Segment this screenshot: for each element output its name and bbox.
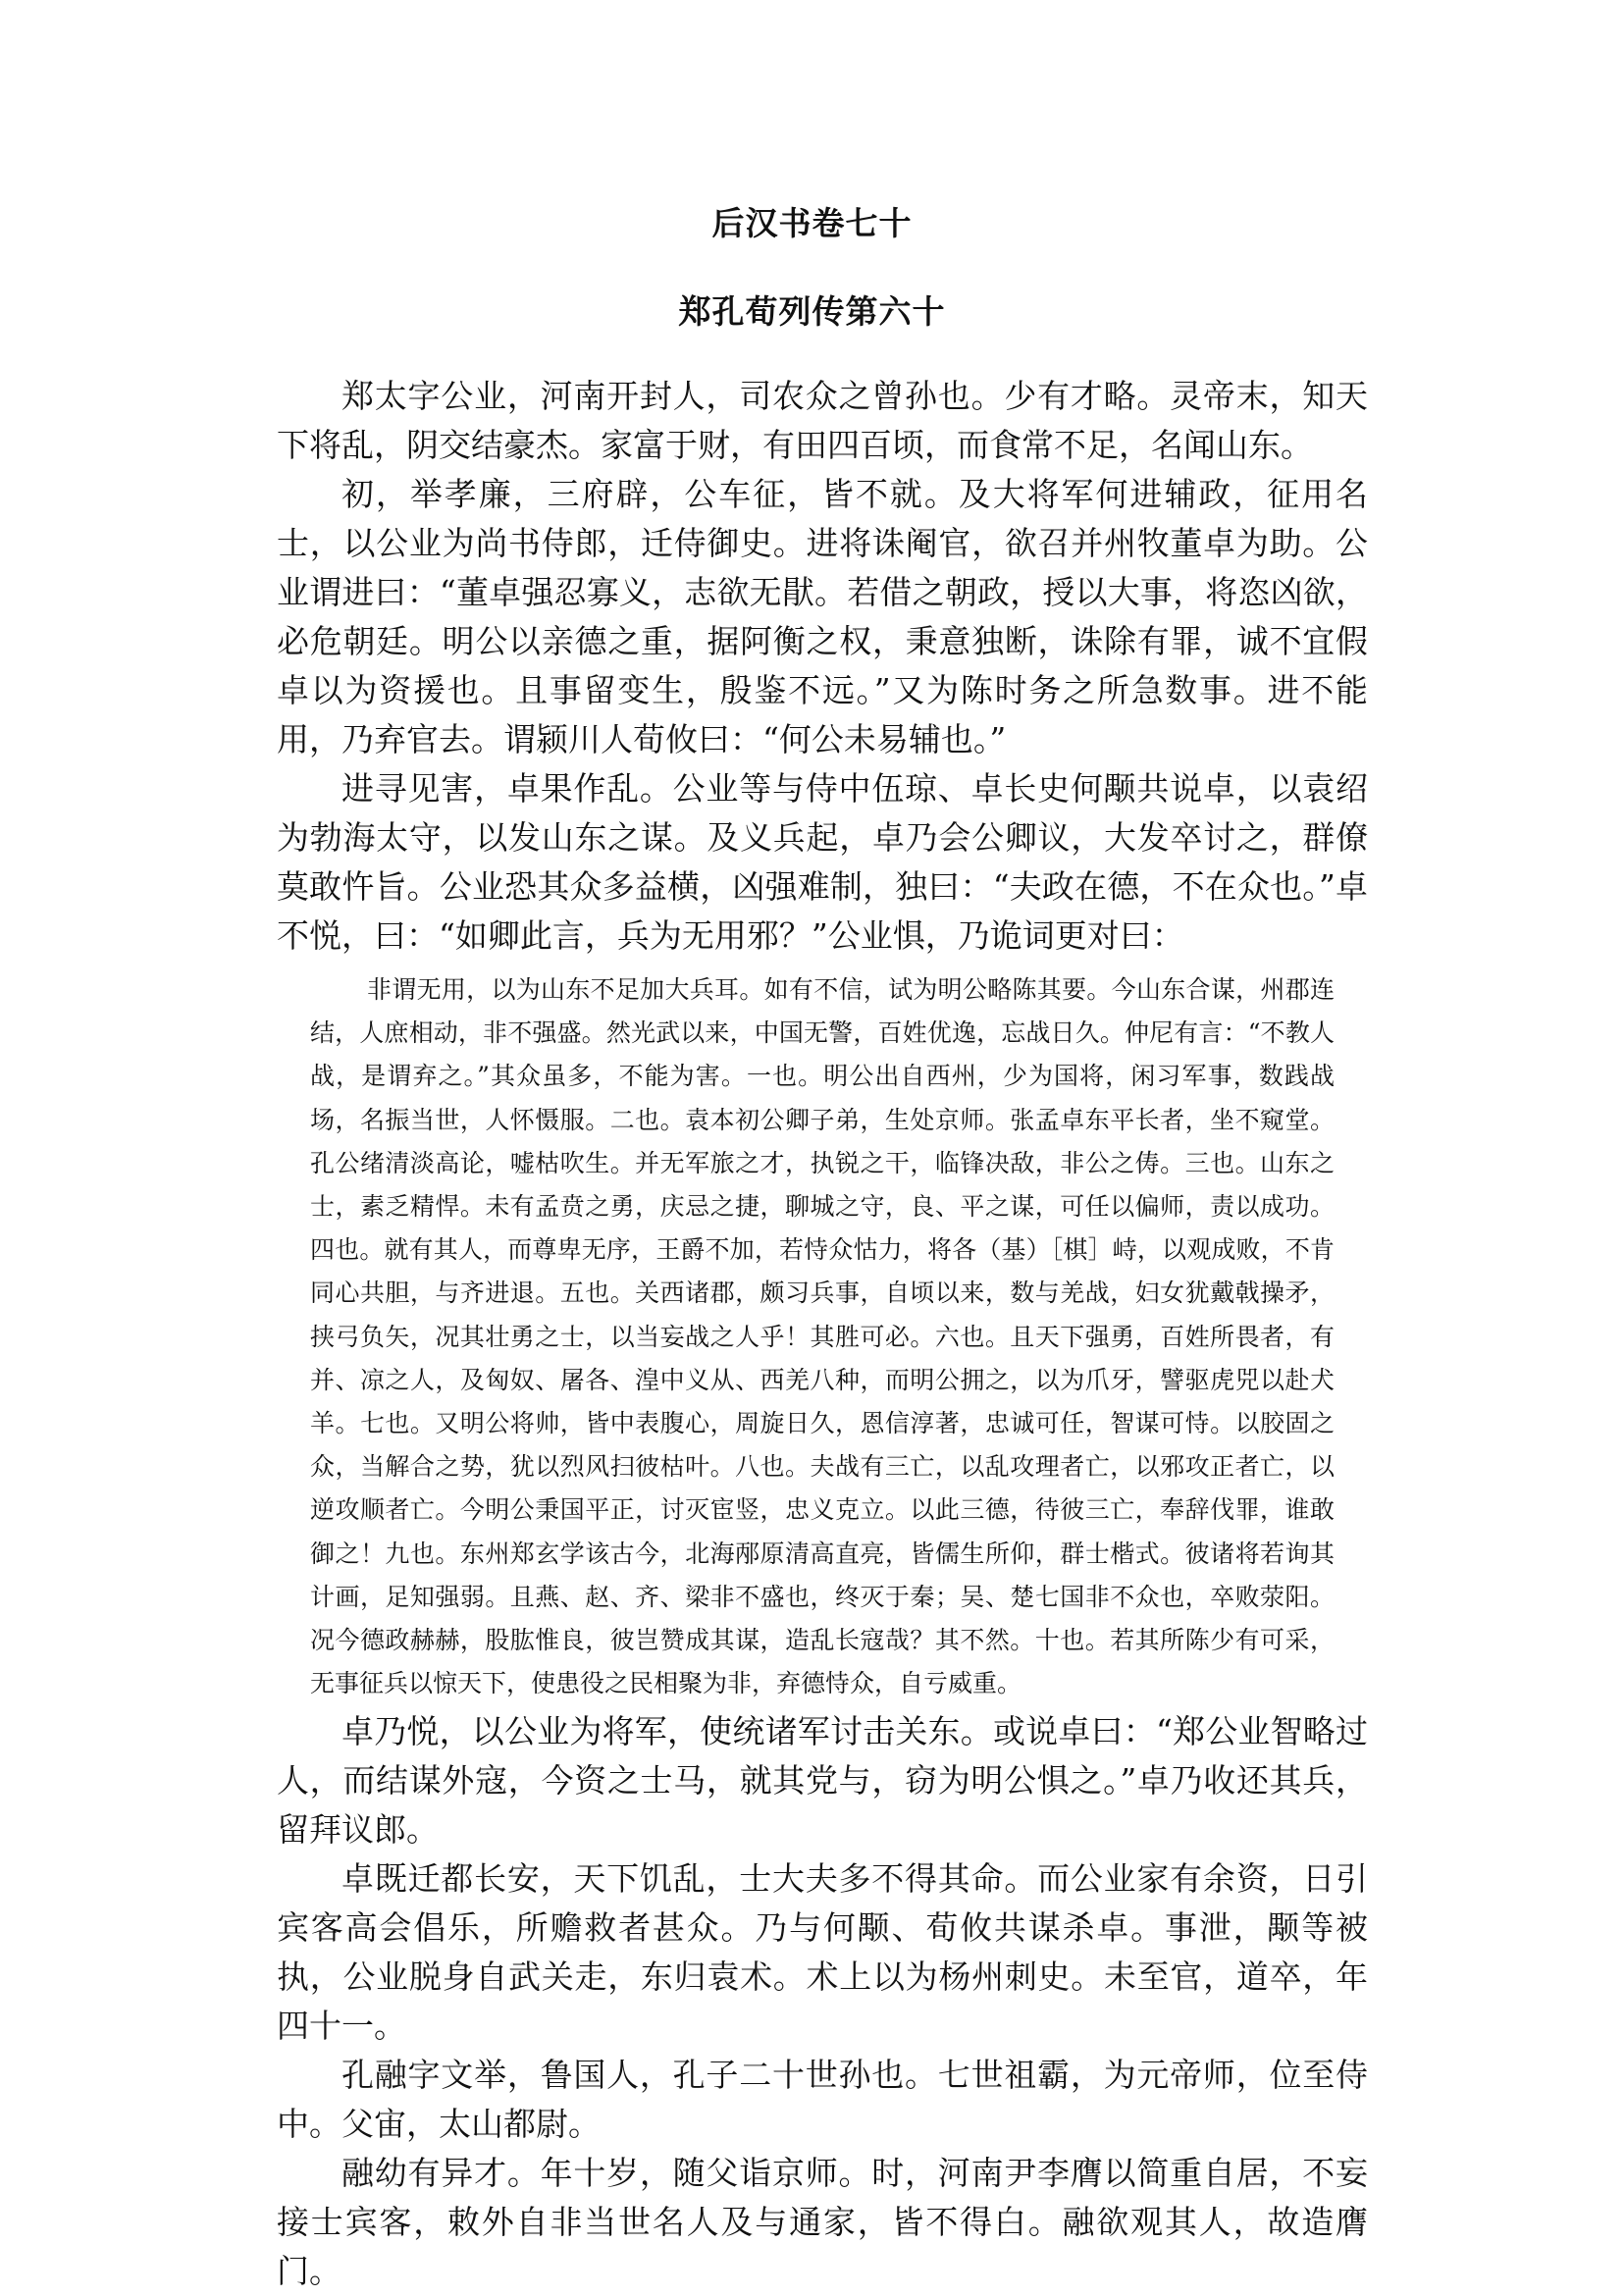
paragraph: 卓乃悦，以公业为将军，使统诸军讨击关东。或说卓曰：“郑公业智略过人，而结谋外寇，今资之士马，就其党与，窃为明公惧之。”卓乃收还其兵，留拜议郎。 [277,1712,1368,1850]
paragraph: 融幼有异才。年十岁，随父诣京师。时，河南尹李膺以简重自居，不妄接士宾客，敕外自非当世名人及与通家，皆不得白。融欲观其人，故造膺门。 [277,2154,1368,2291]
paragraph: 初，举孝廉，三府辟，公车征，皆不就。及大将军何进辅政，征用名士，以公业为尚书侍郎，迁侍御史。进将诛阉官，欲召并州牧董卓为助。公业谓进曰：“董卓强忍寡义，志欲无猒。若借之朝政，授以大事，将恣凶欲，必危朝廷。明公以亲德之重，据阿衡之权，秉意独断，诛除有罪，诚不宜假卓以为资援也。且事留变生，殷鉴不远。”又为陈时务之所急数事。进不能用，乃弃官去。谓颍川人荀攸曰：“何公未易辅也。” [277,475,1368,758]
paragraph: 进寻见害，卓果作乱。公业等与侍中伍琼、卓长史何颙共说卓，以袁绍为勃海太守，以发山东之谋。及义兵起，卓乃会公卿议，大发卒讨之，群僚莫敢忤旨。公业恐其众多益横，凶强难制，独曰：“夫政在德，不在众也。”卓不悦，曰：“如卿此言，兵为无用邪？”公业惧，乃诡词更对曰： [277,769,1368,955]
book-title: 后汉书卷七十 [711,204,913,242]
paragraph: 卓既迁都长安，天下饥乱，士大夫多不得其命。而公业家有余资，日引宾客高会倡乐，所赡救者甚众。乃与何颙、荀攸共谋杀卓。事泄，颙等被执，公业脱身自武关走，东归袁术。术上以为杨州刺史。未至官，道卒，年四十一。 [277,1859,1368,2046]
document-body [277,372,1368,2296]
paragraph: 郑太字公业，河南开封人，司农众之曾孙也。少有才略。灵帝末，知天下将乱，阴交结豪杰。家富于财，有田四百顷，而食常不足，名闻山东。 [277,377,1368,464]
quoted-speech: 非谓无用，以为山东不足加大兵耳。如有不信，试为明公略陈其要。今山东合谋，州郡连结，人庶相动，非不强盛。然光武以来，中国无警，百姓优逸，忘战日久。仲尼有言：“不教人战，是谓弃之。”其众虽多，不能为害。一也。明公出自西州，少为国将，闲习军事，数践战场，名振当世，人怀慑服。二也。袁本初公卿子弟，生处京师。张孟卓东平长者，坐不窥堂。孔公绪清淡高论，嘘枯吹生。并无军旅之才，执锐之干，临锋决敌，非公之俦。三也。山东之士，素乏精悍。未有孟贲之勇，庆忌之捷，聊城之守，良、平之谋，可任以偏师，责以成功。四也。就有其人，而尊卑无序，王爵不加，若恃众怙力，将各（基）［棋］峙，以观成败，不肯同心共胆，与齐进退。五也。关西诸郡，颇习兵事，自顷以来，数与羌战，妇女犹戴戟操矛，挟弓负矢，况其壮勇之士，以当妄战之人乎！其胜可必。六也。且天下强勇，百姓所畏者，有并、凉之人，及匈奴、屠各、湟中义从、西羌八种，而明公拥之，以为爪牙，譬驱虎兕以赴犬羊。七也。又明公将帅，皆中表腹心，周旋日久，恩信淳著，忠诚可任，智谋可恃。以胶固之众，当解合之势，犹以烈风扫彼枯叶。八也。夫战有三亡，以乱攻理者亡，以邪攻正者亡，以逆攻顺者亡。今明公秉国平正，讨灭宦竖，忠义克立。以此三德，待彼三亡，奉辞伐罪，谁敢御之！九也。东州郑玄学该古今，北海邴原清高直亮，皆儒生所仰，群士楷式。彼诸将若询其计画，足知强弱。且燕、赵、齐、梁非不盛也，终灭于秦；吴、楚七国非不众也，卒败荥阳。况今德政赫赫，股肱惟良，彼岂赞成其谋，造乱长寇哉？其不然。十也。若其所陈少有可采，无事征兵以惊天下，使患役之民相聚为非，弃德恃众，自亏威重。 [310,975,1335,1698]
chapter-title: 郑孔荀列传第六十 [678,292,946,331]
paragraph: 孔融字文举，鲁国人，孔子二十世孙也。七世祖霸，为元帝师，位至侍中。父宙，太山都尉。 [277,2056,1368,2144]
